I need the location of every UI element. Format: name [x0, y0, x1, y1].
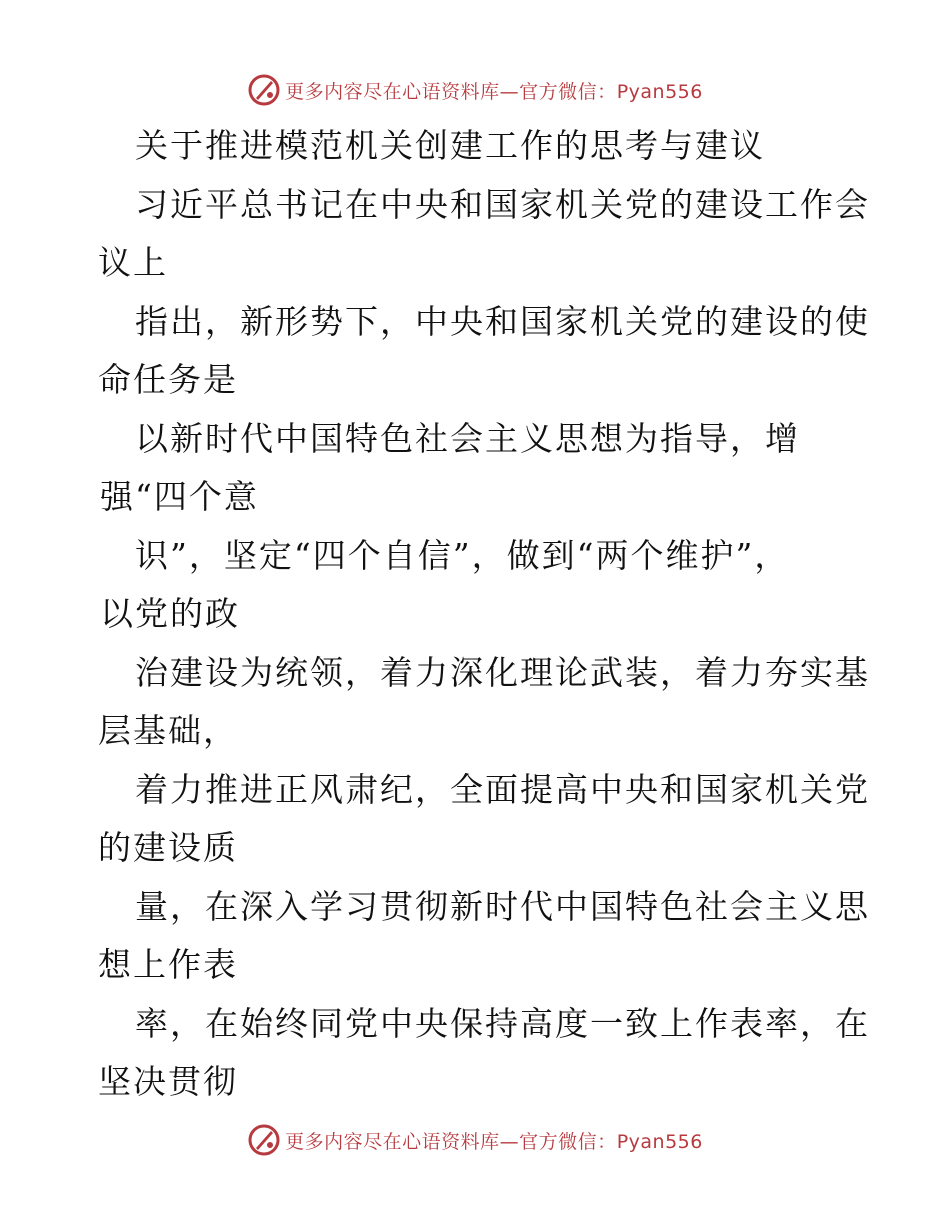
- banner-wechat-label: 官方微信：: [519, 1130, 617, 1153]
- text-line: 议上: [98, 243, 168, 282]
- text-line: 坚决贯彻: [98, 1062, 238, 1101]
- text-line: 想上作表: [98, 945, 238, 984]
- banner-dash: —: [499, 80, 520, 103]
- banner-text: [285, 1127, 703, 1154]
- text-line: 强“四个意: [100, 477, 259, 516]
- banner-wechat-id: Pyan556: [616, 1130, 703, 1153]
- banner-dash: —: [499, 1130, 520, 1153]
- banner-wechat-id: Pyan556: [616, 80, 703, 103]
- text-line: 的建设质: [98, 828, 238, 867]
- text-line: 量，在深入学习贯彻新时代中国特色社会主义思: [135, 886, 870, 926]
- document-body: [0, 117, 950, 1112]
- text-line: 层基础，: [98, 711, 238, 750]
- text-line: 识”，坚定“四个自信”，做到“两个维护”，: [135, 535, 790, 575]
- banner-slogan: 更多内容尽在心语资料库: [285, 1130, 500, 1153]
- text-line: 治建设为统领，着力深化理论武装，着力夯实基: [135, 652, 870, 692]
- text-line: 命任务是: [98, 360, 238, 399]
- text-line: 着力推进正风肃纪，全面提高中央和国家机关党: [135, 769, 870, 809]
- banner-text: [285, 77, 703, 104]
- text-line: 率，在始终同党中央保持高度一致上作表率，在: [135, 1003, 870, 1043]
- document-title: 关于推进模范机关创建工作的思考与建议: [135, 126, 765, 165]
- banner-slogan: 更多内容尽在心语资料库: [285, 80, 500, 103]
- banner-wechat-label: 官方微信：: [519, 80, 617, 103]
- text-line: 以新时代中国特色社会主义思想为指导，增: [135, 418, 800, 458]
- text-line: 习近平总书记在中央和国家机关党的建设工作会: [135, 184, 870, 224]
- footer-banner: [0, 1120, 950, 1160]
- text-line: 以党的政: [100, 594, 240, 633]
- quill-seal-icon: [247, 1123, 281, 1157]
- text-line: 指出，新形势下，中央和国家机关党的建设的使: [135, 301, 870, 341]
- quill-seal-icon: [247, 73, 281, 107]
- header-banner: [0, 70, 950, 110]
